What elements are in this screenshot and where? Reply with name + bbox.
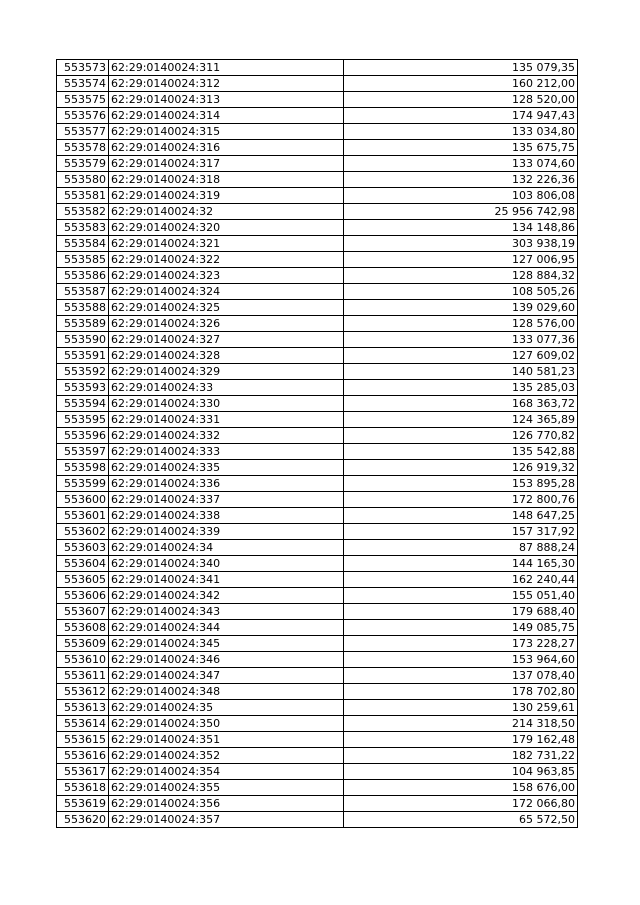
cadastral-number-cell: 62:29:0140024:343 xyxy=(109,604,344,620)
record-number-cell: 553588 xyxy=(57,300,109,316)
record-number-cell: 553615 xyxy=(57,732,109,748)
record-number-cell: 553592 xyxy=(57,364,109,380)
value-cell: 182 731,22 xyxy=(344,748,578,764)
value-cell: 160 212,00 xyxy=(344,76,578,92)
cadastral-number-cell: 62:29:0140024:34 xyxy=(109,540,344,556)
record-number-cell: 553596 xyxy=(57,428,109,444)
value-cell: 140 581,23 xyxy=(344,364,578,380)
table-row xyxy=(57,140,578,156)
cadastral-number-cell: 62:29:0140024:318 xyxy=(109,172,344,188)
table-row xyxy=(57,60,578,76)
cadastral-number-cell: 62:29:0140024:350 xyxy=(109,716,344,732)
table-row xyxy=(57,732,578,748)
value-cell: 178 702,80 xyxy=(344,684,578,700)
table-row xyxy=(57,396,578,412)
cadastral-number-cell: 62:29:0140024:347 xyxy=(109,668,344,684)
table-row xyxy=(57,684,578,700)
value-cell: 133 074,60 xyxy=(344,156,578,172)
table-row xyxy=(57,332,578,348)
record-number-cell: 553597 xyxy=(57,444,109,460)
record-number-cell: 553595 xyxy=(57,412,109,428)
table-row xyxy=(57,380,578,396)
record-number-cell: 553593 xyxy=(57,380,109,396)
table-row xyxy=(57,748,578,764)
record-number-cell: 553620 xyxy=(57,812,109,828)
table-row xyxy=(57,460,578,476)
record-number-cell: 553609 xyxy=(57,636,109,652)
table-row xyxy=(57,604,578,620)
value-cell: 148 647,25 xyxy=(344,508,578,524)
value-cell: 135 285,03 xyxy=(344,380,578,396)
cadastral-number-cell: 62:29:0140024:342 xyxy=(109,588,344,604)
cadastral-number-cell: 62:29:0140024:315 xyxy=(109,124,344,140)
value-cell: 126 919,32 xyxy=(344,460,578,476)
cadastral-number-cell: 62:29:0140024:329 xyxy=(109,364,344,380)
record-number-cell: 553582 xyxy=(57,204,109,220)
cadastral-number-cell: 62:29:0140024:335 xyxy=(109,460,344,476)
value-cell: 179 688,40 xyxy=(344,604,578,620)
value-cell: 303 938,19 xyxy=(344,236,578,252)
record-number-cell: 553575 xyxy=(57,92,109,108)
table-row xyxy=(57,540,578,556)
value-cell: 179 162,48 xyxy=(344,732,578,748)
value-cell: 137 078,40 xyxy=(344,668,578,684)
cadastral-number-cell: 62:29:0140024:355 xyxy=(109,780,344,796)
table-row xyxy=(57,364,578,380)
table-row xyxy=(57,508,578,524)
table-row xyxy=(57,700,578,716)
table-row xyxy=(57,716,578,732)
value-cell: 162 240,44 xyxy=(344,572,578,588)
cadastral-number-cell: 62:29:0140024:320 xyxy=(109,220,344,236)
record-number-cell: 553611 xyxy=(57,668,109,684)
cadastral-number-cell: 62:29:0140024:321 xyxy=(109,236,344,252)
cadastral-number-cell: 62:29:0140024:314 xyxy=(109,108,344,124)
cadastral-number-cell: 62:29:0140024:322 xyxy=(109,252,344,268)
table-row xyxy=(57,300,578,316)
table-row xyxy=(57,620,578,636)
table-row xyxy=(57,492,578,508)
value-cell: 149 085,75 xyxy=(344,620,578,636)
value-cell: 135 542,88 xyxy=(344,444,578,460)
record-number-cell: 553579 xyxy=(57,156,109,172)
value-cell: 158 676,00 xyxy=(344,780,578,796)
record-number-cell: 553580 xyxy=(57,172,109,188)
value-cell: 173 228,27 xyxy=(344,636,578,652)
value-cell: 135 079,35 xyxy=(344,60,578,76)
cadastral-number-cell: 62:29:0140024:323 xyxy=(109,268,344,284)
cadastral-number-cell: 62:29:0140024:356 xyxy=(109,796,344,812)
value-cell: 172 066,80 xyxy=(344,796,578,812)
record-number-cell: 553614 xyxy=(57,716,109,732)
table-row xyxy=(57,556,578,572)
cadastral-number-cell: 62:29:0140024:351 xyxy=(109,732,344,748)
cadastral-number-cell: 62:29:0140024:348 xyxy=(109,684,344,700)
record-number-cell: 553610 xyxy=(57,652,109,668)
value-cell: 127 006,95 xyxy=(344,252,578,268)
value-cell: 108 505,26 xyxy=(344,284,578,300)
value-cell: 174 947,43 xyxy=(344,108,578,124)
value-cell: 135 675,75 xyxy=(344,140,578,156)
table-row xyxy=(57,764,578,780)
table-row xyxy=(57,668,578,684)
record-number-cell: 553578 xyxy=(57,140,109,156)
cadastral-number-cell: 62:29:0140024:332 xyxy=(109,428,344,444)
record-number-cell: 553591 xyxy=(57,348,109,364)
table-row xyxy=(57,284,578,300)
record-number-cell: 553601 xyxy=(57,508,109,524)
cadastral-number-cell: 62:29:0140024:354 xyxy=(109,764,344,780)
cadastral-number-cell: 62:29:0140024:341 xyxy=(109,572,344,588)
record-number-cell: 553581 xyxy=(57,188,109,204)
cadastral-number-cell: 62:29:0140024:330 xyxy=(109,396,344,412)
cadastral-number-cell: 62:29:0140024:331 xyxy=(109,412,344,428)
table-row xyxy=(57,92,578,108)
record-number-cell: 553587 xyxy=(57,284,109,300)
value-cell: 133 077,36 xyxy=(344,332,578,348)
record-number-cell: 553577 xyxy=(57,124,109,140)
record-number-cell: 553594 xyxy=(57,396,109,412)
cadastral-number-cell: 62:29:0140024:336 xyxy=(109,476,344,492)
table-row xyxy=(57,268,578,284)
cadastral-number-cell: 62:29:0140024:357 xyxy=(109,812,344,828)
table-row xyxy=(57,812,578,828)
record-number-cell: 553616 xyxy=(57,748,109,764)
value-cell: 65 572,50 xyxy=(344,812,578,828)
record-number-cell: 553613 xyxy=(57,700,109,716)
cadastral-number-cell: 62:29:0140024:344 xyxy=(109,620,344,636)
value-cell: 124 365,89 xyxy=(344,412,578,428)
table-row xyxy=(57,780,578,796)
table-row xyxy=(57,236,578,252)
cadastral-number-cell: 62:29:0140024:338 xyxy=(109,508,344,524)
value-cell: 87 888,24 xyxy=(344,540,578,556)
table-row xyxy=(57,588,578,604)
cadastral-number-cell: 62:29:0140024:333 xyxy=(109,444,344,460)
record-number-cell: 553607 xyxy=(57,604,109,620)
record-number-cell: 553574 xyxy=(57,76,109,92)
record-number-cell: 553573 xyxy=(57,60,109,76)
cadastral-number-cell: 62:29:0140024:319 xyxy=(109,188,344,204)
record-number-cell: 553619 xyxy=(57,796,109,812)
value-cell: 153 895,28 xyxy=(344,476,578,492)
cadastral-number-cell: 62:29:0140024:317 xyxy=(109,156,344,172)
table-row xyxy=(57,124,578,140)
table-row xyxy=(57,204,578,220)
value-cell: 155 051,40 xyxy=(344,588,578,604)
record-number-cell: 553612 xyxy=(57,684,109,700)
table-row xyxy=(57,348,578,364)
value-cell: 134 148,86 xyxy=(344,220,578,236)
value-cell: 153 964,60 xyxy=(344,652,578,668)
value-cell: 130 259,61 xyxy=(344,700,578,716)
cadastral-number-cell: 62:29:0140024:352 xyxy=(109,748,344,764)
cadastral-number-cell: 62:29:0140024:32 xyxy=(109,204,344,220)
cadastral-number-cell: 62:29:0140024:35 xyxy=(109,700,344,716)
cadastral-number-cell: 62:29:0140024:327 xyxy=(109,332,344,348)
table-row xyxy=(57,76,578,92)
record-number-cell: 553576 xyxy=(57,108,109,124)
cadastral-number-cell: 62:29:0140024:326 xyxy=(109,316,344,332)
table-row xyxy=(57,524,578,540)
value-cell: 126 770,82 xyxy=(344,428,578,444)
value-cell: 25 956 742,98 xyxy=(344,204,578,220)
table-body xyxy=(57,60,578,828)
record-number-cell: 553590 xyxy=(57,332,109,348)
table-row xyxy=(57,108,578,124)
record-number-cell: 553618 xyxy=(57,780,109,796)
table-row xyxy=(57,572,578,588)
table-row xyxy=(57,428,578,444)
cadastral-number-cell: 62:29:0140024:33 xyxy=(109,380,344,396)
table-row xyxy=(57,156,578,172)
record-number-cell: 553585 xyxy=(57,252,109,268)
table-row xyxy=(57,412,578,428)
value-cell: 128 884,32 xyxy=(344,268,578,284)
table-row xyxy=(57,476,578,492)
record-number-cell: 553606 xyxy=(57,588,109,604)
record-number-cell: 553589 xyxy=(57,316,109,332)
value-cell: 128 520,00 xyxy=(344,92,578,108)
table-row xyxy=(57,172,578,188)
record-number-cell: 553603 xyxy=(57,540,109,556)
value-cell: 132 226,36 xyxy=(344,172,578,188)
record-number-cell: 553617 xyxy=(57,764,109,780)
cadastral-number-cell: 62:29:0140024:346 xyxy=(109,652,344,668)
record-number-cell: 553602 xyxy=(57,524,109,540)
record-number-cell: 553583 xyxy=(57,220,109,236)
value-cell: 128 576,00 xyxy=(344,316,578,332)
table-row xyxy=(57,652,578,668)
table-row xyxy=(57,636,578,652)
value-cell: 139 029,60 xyxy=(344,300,578,316)
cadastral-number-cell: 62:29:0140024:328 xyxy=(109,348,344,364)
record-number-cell: 553598 xyxy=(57,460,109,476)
cadastral-number-cell: 62:29:0140024:345 xyxy=(109,636,344,652)
cadastral-number-cell: 62:29:0140024:337 xyxy=(109,492,344,508)
table-row xyxy=(57,220,578,236)
cadastral-number-cell: 62:29:0140024:339 xyxy=(109,524,344,540)
table-row xyxy=(57,252,578,268)
cadastral-number-cell: 62:29:0140024:312 xyxy=(109,76,344,92)
data-table xyxy=(56,59,578,828)
record-number-cell: 553604 xyxy=(57,556,109,572)
record-number-cell: 553584 xyxy=(57,236,109,252)
cadastral-number-cell: 62:29:0140024:340 xyxy=(109,556,344,572)
table-row xyxy=(57,796,578,812)
table-row xyxy=(57,316,578,332)
value-cell: 172 800,76 xyxy=(344,492,578,508)
value-cell: 168 363,72 xyxy=(344,396,578,412)
record-number-cell: 553605 xyxy=(57,572,109,588)
record-number-cell: 553608 xyxy=(57,620,109,636)
record-number-cell: 553599 xyxy=(57,476,109,492)
cadastral-number-cell: 62:29:0140024:311 xyxy=(109,60,344,76)
value-cell: 133 034,80 xyxy=(344,124,578,140)
cadastral-number-cell: 62:29:0140024:316 xyxy=(109,140,344,156)
value-cell: 144 165,30 xyxy=(344,556,578,572)
record-number-cell: 553600 xyxy=(57,492,109,508)
value-cell: 214 318,50 xyxy=(344,716,578,732)
cadastral-number-cell: 62:29:0140024:313 xyxy=(109,92,344,108)
cadastral-number-cell: 62:29:0140024:325 xyxy=(109,300,344,316)
value-cell: 127 609,02 xyxy=(344,348,578,364)
value-cell: 103 806,08 xyxy=(344,188,578,204)
cadastral-number-cell: 62:29:0140024:324 xyxy=(109,284,344,300)
record-number-cell: 553586 xyxy=(57,268,109,284)
value-cell: 157 317,92 xyxy=(344,524,578,540)
value-cell: 104 963,85 xyxy=(344,764,578,780)
table-row xyxy=(57,188,578,204)
table-row xyxy=(57,444,578,460)
